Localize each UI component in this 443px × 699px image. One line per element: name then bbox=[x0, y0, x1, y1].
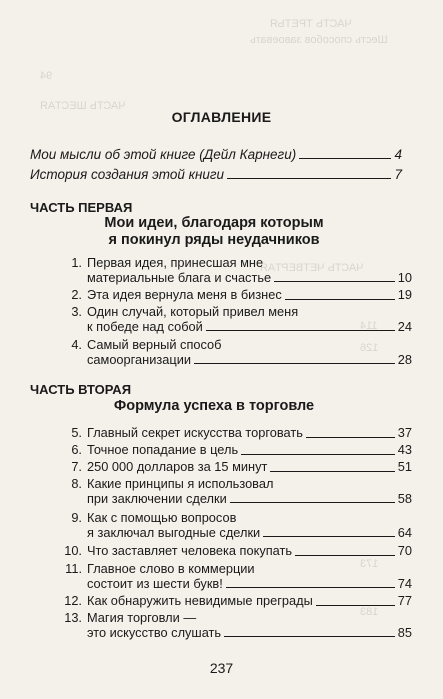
dot-leader bbox=[230, 502, 395, 503]
dot-leader bbox=[316, 605, 395, 606]
chapter-page: 19 bbox=[397, 287, 412, 302]
chapter-page: 64 bbox=[397, 524, 412, 540]
toc-entry-page: 4 bbox=[394, 147, 402, 162]
toc-entry-foreword[interactable] bbox=[30, 147, 402, 162]
dot-leader bbox=[285, 299, 395, 300]
chapter-page: 58 bbox=[397, 490, 412, 506]
dot-leader bbox=[226, 587, 395, 588]
chapter-page: 85 bbox=[397, 624, 412, 640]
toc-chapter-13[interactable]: 13. Магия торговли — это искусство слушать 85 bbox=[64, 610, 412, 640]
dot-leader bbox=[227, 178, 391, 179]
toc-entry-history[interactable] bbox=[30, 167, 402, 182]
chapter-page: 77 bbox=[397, 593, 412, 608]
dot-leader bbox=[274, 281, 395, 282]
part2-label: ЧАСТЬ ВТОРАЯ bbox=[30, 382, 132, 397]
chapter-page: 10 bbox=[397, 269, 412, 285]
chapter-page: 37 bbox=[397, 425, 412, 440]
toc-chapter-11[interactable]: 11. Главное слово в коммерции состоит из шести букв! 74 bbox=[65, 561, 412, 591]
toc-chapter-9[interactable]: 9. Как с помощью вопросов я заключал выгодные сделки 64 bbox=[71, 510, 412, 540]
part1-label: ЧАСТЬ ПЕРВАЯ bbox=[30, 200, 133, 215]
dot-leader bbox=[194, 363, 395, 364]
toc-chapter-2[interactable]: 2. Эта идея вернула меня в бизнес 19 bbox=[71, 287, 412, 302]
toc-chapter-12[interactable]: 12. Как обнаружить невидимые преграды 77 bbox=[64, 593, 412, 608]
toc-chapter-3[interactable]: 3. Один случай, который привел меня к победе над собой 24 bbox=[71, 304, 412, 334]
dot-leader bbox=[206, 330, 395, 331]
toc-entry-text: История создания этой книги bbox=[30, 167, 225, 182]
part1-title: Мои идеи, благодаря которым я покинул ряды неудачников bbox=[104, 215, 324, 248]
toc-chapter-5[interactable]: 5. Главный секрет искусства торговать 37 bbox=[71, 425, 412, 440]
dot-leader bbox=[270, 471, 394, 472]
dot-leader bbox=[241, 454, 395, 455]
chapter-page: 24 bbox=[397, 318, 412, 334]
chapter-page: 74 bbox=[397, 575, 412, 591]
chapter-page: 28 bbox=[397, 351, 412, 367]
dot-leader bbox=[306, 437, 395, 438]
chapter-page: 43 bbox=[397, 442, 412, 457]
toc-chapter-4[interactable]: 4. Самый верный способ самоорганизации 28 bbox=[71, 337, 412, 367]
dot-leader bbox=[299, 158, 391, 159]
dot-leader bbox=[295, 555, 395, 556]
page-number: 237 bbox=[209, 660, 234, 676]
toc-chapter-10[interactable]: 10. Что заставляет человека покупать 70 bbox=[64, 543, 412, 558]
toc-chapter-8[interactable]: 8. Какие принципы я использовал при заключении сделки 58 bbox=[71, 476, 412, 506]
toc-entry-page: 7 bbox=[394, 167, 402, 182]
toc-entry-text: Мои мысли об этой книге (Дейл Карнеги) bbox=[30, 147, 297, 162]
toc-chapter-1[interactable]: 1. Первая идея, принесшая мне материальные блага и счастье 10 bbox=[71, 255, 412, 285]
part2-title: Формула успеха в торговле bbox=[113, 398, 315, 414]
toc-chapter-6[interactable]: 6. Точное попадание в цель 43 bbox=[71, 442, 412, 457]
bleed-through-background: ЧАСТЬ ТРЕТЬЯ Шесть способов завоевать 94 ЧАСТЬ ШЕСТАЯ 114 126 ЧАСТЬ ЧЕТВЕРТАЯ 173 183 bbox=[40, 18, 388, 618]
dot-leader bbox=[263, 536, 395, 537]
chapter-page: 70 bbox=[397, 543, 412, 558]
toc-chapter-7[interactable]: 7. 250 000 долларов за 15 минут 51 bbox=[71, 459, 412, 474]
dot-leader bbox=[224, 636, 395, 637]
toc-title: ОГЛАВЛЕНИЕ bbox=[171, 109, 272, 125]
chapter-page: 51 bbox=[397, 459, 412, 474]
